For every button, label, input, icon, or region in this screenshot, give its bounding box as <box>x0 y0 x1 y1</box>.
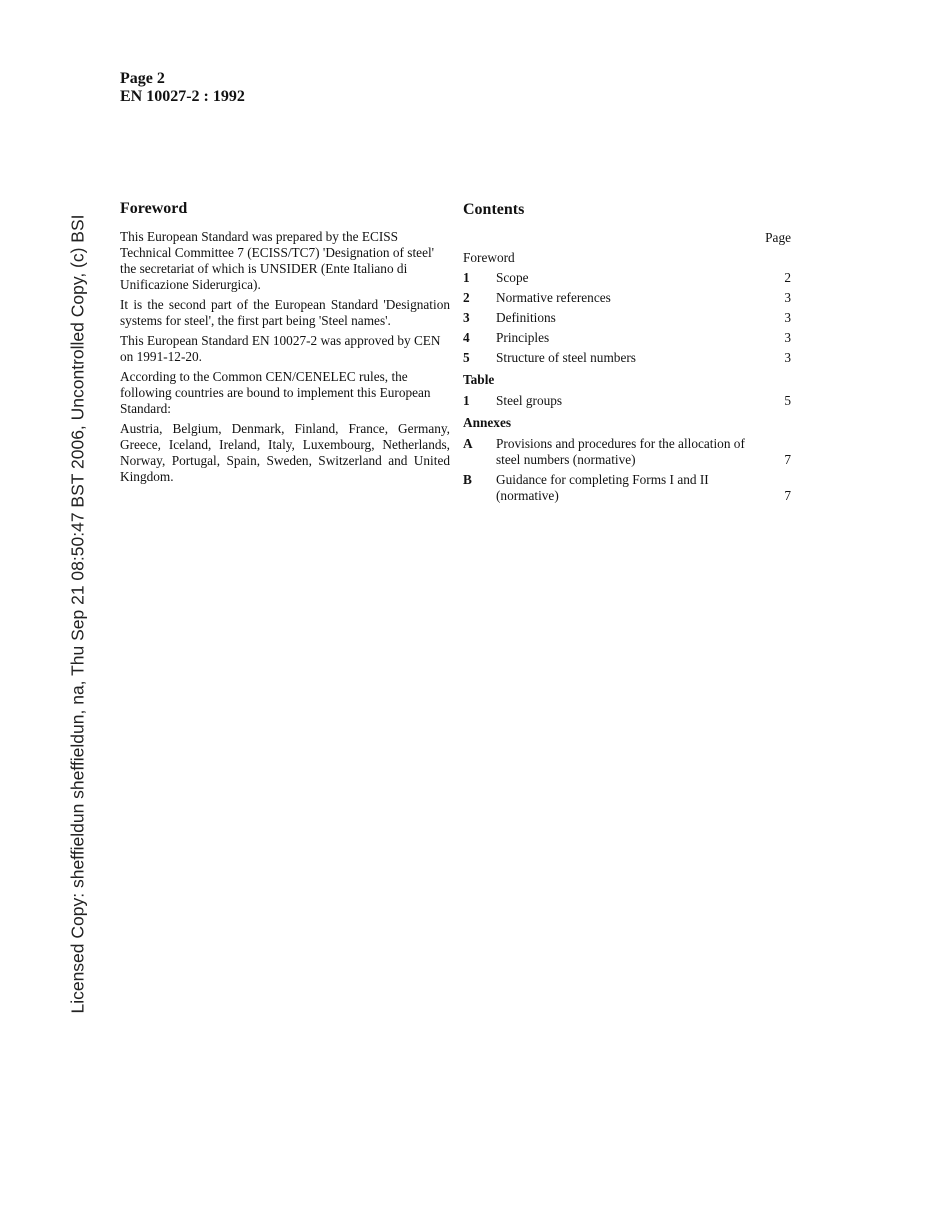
toc-entry-title: Definitions <box>496 310 556 325</box>
toc-entry-number: 5 <box>463 350 470 365</box>
page-column-label: Page <box>765 230 791 245</box>
page-header <box>120 70 245 106</box>
toc-entry-page: 7 <box>784 452 791 467</box>
toc-entry-number: A <box>463 436 473 451</box>
standard-id: EN 10027-2 : 1992 <box>120 88 245 105</box>
foreword-paragraph: Austria, Belgium, Denmark, Finland, France, Germany, Greece, Iceland, Ireland, Italy, Luxembourg, Netherlands, Norway, Portugal, Spain, Sweden, Switzerland and United Kingdom. <box>120 421 450 484</box>
license-watermark: Licensed Copy: sheffieldun sheffieldun, na, Thu Sep 21 08:50:47 BST 2006, Uncontrolled Copy, (c) BSI <box>67 214 88 1014</box>
toc-table-heading: Table <box>463 372 495 387</box>
toc-entry-title: Foreword <box>463 250 515 265</box>
contents-heading: Contents <box>463 201 525 218</box>
toc-entry[interactable] <box>463 330 791 346</box>
foreword-paragraph: It is the second part of the European Standard 'Designation systems for steel', the first part being 'Steel names'. <box>120 297 450 328</box>
toc-entry-number: B <box>463 472 472 487</box>
toc-entry-title: Guidance for completing Forms I and II (normative) <box>496 472 709 503</box>
toc-entry-number: 1 <box>463 270 470 285</box>
toc-entry-title: Provisions and procedures for the allocation of steel numbers (normative) <box>496 436 745 467</box>
foreword-paragraph: This European Standard was prepared by the ECISS Technical Committee 7 (ECISS/TC7) 'Designation of steel' the secretariat of which is UNSIDER (Ente Italiano di Unificazione Siderurgica). <box>120 229 435 292</box>
foreword-paragraph: According to the Common CEN/CENELEC rules, the following countries are bound to implement this European Standard: <box>120 369 431 416</box>
toc-annexes-heading: Annexes <box>463 415 512 430</box>
foreword-paragraph: This European Standard EN 10027-2 was approved by CEN on 1991-12-20. <box>120 333 441 364</box>
toc-entry-page: 3 <box>784 290 791 305</box>
toc-entry-number: 4 <box>463 330 470 345</box>
toc-entry-page: 7 <box>784 488 791 503</box>
toc-entry-title: Structure of steel numbers <box>496 350 636 365</box>
toc-entry-page: 3 <box>784 310 791 325</box>
toc-entry-title: Steel groups <box>496 393 563 408</box>
foreword-heading: Foreword <box>120 200 188 217</box>
toc-entry[interactable] <box>463 310 791 326</box>
toc-entry-page: 5 <box>784 393 791 408</box>
toc-entry[interactable] <box>463 290 791 306</box>
toc-entry-number: 2 <box>463 290 470 305</box>
toc-entry[interactable] <box>463 393 791 409</box>
toc-entry[interactable] <box>463 472 791 504</box>
toc-entry[interactable] <box>463 270 791 286</box>
toc-entry-foreword[interactable] <box>463 250 791 266</box>
contents-section <box>463 201 791 508</box>
toc-entry-page: 2 <box>784 270 791 285</box>
toc-entry[interactable] <box>463 350 791 366</box>
page-number: Page 2 <box>120 70 165 87</box>
toc-entry-title: Normative references <box>496 290 611 305</box>
toc-entry-page: 3 <box>784 350 791 365</box>
toc-entry-page: 3 <box>784 330 791 345</box>
toc-entry-number: 1 <box>463 393 470 408</box>
toc-entry-number: 3 <box>463 310 470 325</box>
toc-entry-title: Principles <box>496 330 550 345</box>
toc-entry-title: Scope <box>496 270 529 285</box>
toc-entry[interactable] <box>463 436 791 468</box>
foreword-section <box>120 200 450 489</box>
